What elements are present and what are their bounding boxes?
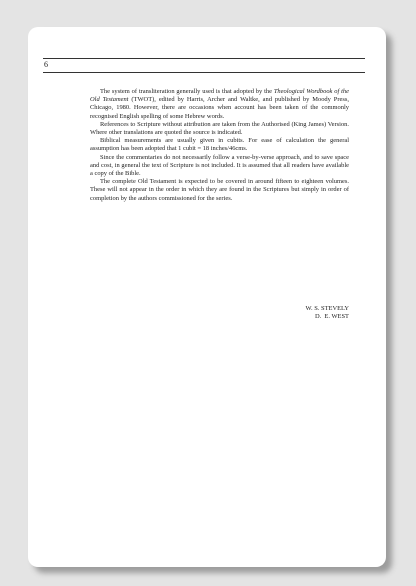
book-title: Theological Wordbook of the Old Testament	[90, 88, 349, 104]
paragraph-measurements: Biblical measurements are usually given in cubits. For ease of calculation the general assumption has been adopted that 1 cubit = 18 inches/46cms.	[90, 137, 349, 153]
header-rule-top	[43, 58, 365, 59]
paragraph-scripture-references: References to Scripture without attribution are taken from the Authorised (King James) Version. Where other translations are quoted the source is indicated.	[90, 120, 349, 137]
paragraph-transliteration	[90, 88, 349, 121]
signatures	[228, 305, 349, 322]
paragraph-transliteration-end: (TWOT), edited by Harris, Archer and Waltke, and published by Moody Press, Chicago, 1980. However, there are occasions when account has been taken of the commonly recognised English spelling of some Hebrew words.	[90, 96, 349, 120]
body-text	[90, 88, 349, 203]
signature-stevely: W. S. STEVELY	[305, 305, 349, 312]
paragraph-commentary-approach: Since the commentaries do not necessarily follow a verse-by-verse approach, and to save space and cost, in general the text of Scripture is not included. It is assumed that all readers have available a copy of the Bible.	[90, 153, 349, 178]
paragraph-transliteration-start: The system of transliteration generally used is that adopted by the	[100, 88, 272, 95]
header-rule-bottom	[43, 72, 365, 73]
signature-west: D. E. WEST	[314, 313, 349, 321]
paragraph-series-volumes: The complete Old Testament is expected to be covered in around fifteen to eighteen volumes. These will not appear in the order in which they are found in the Scriptures but simply in order of completion by the authors commissioned for the series.	[90, 178, 349, 202]
document-page	[28, 27, 386, 567]
page-number: 6	[44, 60, 48, 69]
